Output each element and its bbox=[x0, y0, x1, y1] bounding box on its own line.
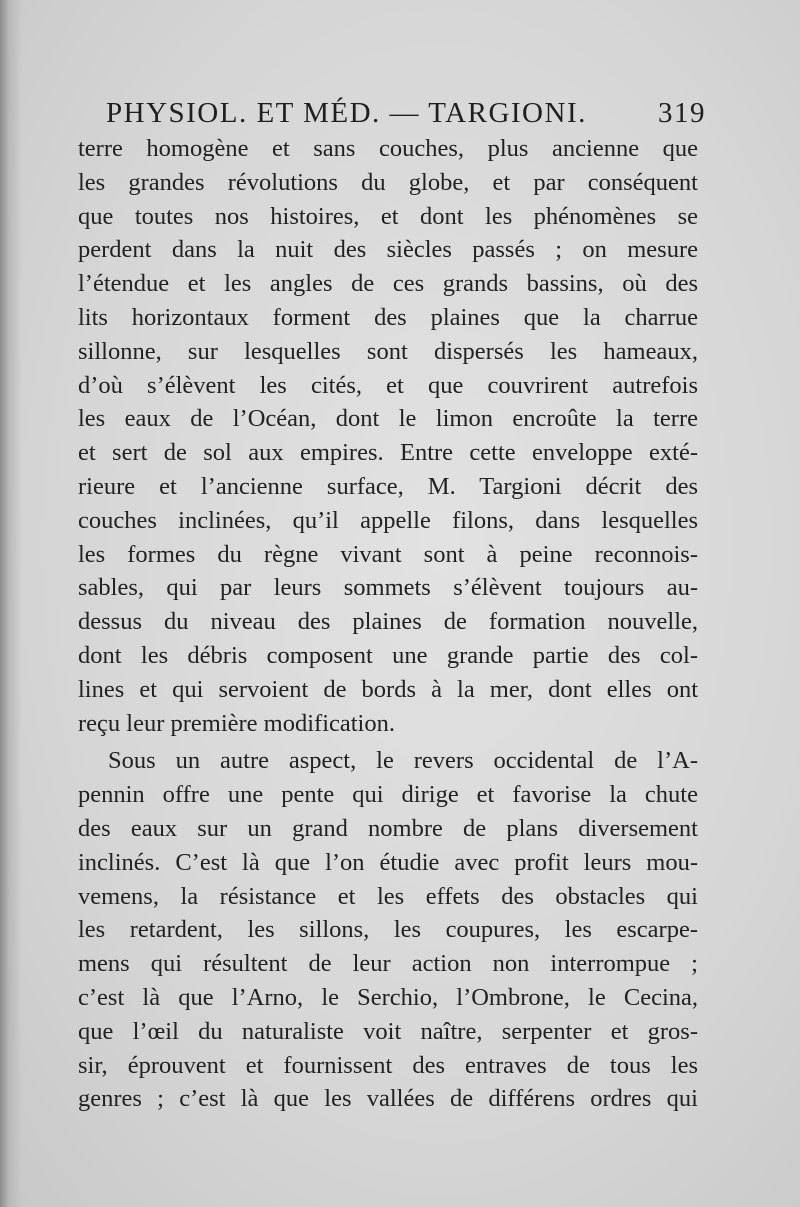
text-line: dont les débris composent une grande partie des col- bbox=[78, 641, 698, 669]
page-number: 319 bbox=[658, 97, 706, 129]
text-line: l’étendue et les angles de ces grands bassins, où des bbox=[78, 270, 698, 298]
text-line: rieure et l’ancienne surface, M. Targioni décrit des bbox=[78, 472, 698, 500]
text-line: que l’œil du naturaliste voit naître, serpenter et gros- bbox=[78, 1017, 698, 1045]
text-line: pennin offre une pente qui dirige et favorise la chute bbox=[78, 781, 698, 809]
text-line: genres ; c’est là que les vallées de différens ordres qui bbox=[78, 1085, 698, 1113]
paragraph-2 bbox=[78, 744, 698, 1116]
body-text bbox=[78, 132, 698, 1116]
text-line: sillonne, sur lesquelles sont dispersés les hameaux, bbox=[78, 337, 698, 365]
text-line: que toutes nos histoires, et dont les phénomènes se bbox=[78, 202, 698, 230]
text-line: les retardent, les sillons, les coupures, les escarpe- bbox=[78, 916, 698, 944]
text-line: couches inclinées, qu’il appelle filons, dans lesquelles bbox=[78, 506, 698, 534]
text-line: inclinés. C’est là que l’on étudie avec profit leurs mou- bbox=[78, 848, 698, 876]
running-title: PHYSIOL. ET MÉD. — TARGIONI. bbox=[106, 97, 587, 129]
text-line: les formes du règne vivant sont à peine reconnois- bbox=[78, 540, 698, 568]
text-line: sir, éprouvent et fournissent des entraves de tous les bbox=[78, 1051, 698, 1079]
text-line: lines et qui servoient de bords à la mer, dont elles ont bbox=[78, 675, 698, 703]
text-line: c’est là que l’Arno, le Serchio, l’Ombrone, le Cecina, bbox=[78, 983, 698, 1011]
text-line: perdent dans la nuit des siècles passés ; on mesure bbox=[78, 236, 698, 264]
text-line: sables, qui par leurs sommets s’élèvent toujours au- bbox=[78, 574, 698, 602]
text-line: Sous un autre aspect, le revers occidental de l’A- bbox=[108, 747, 698, 775]
text-line: dessus du niveau des plaines de formation nouvelle, bbox=[78, 608, 698, 636]
text-line: reçu leur première modification. bbox=[78, 709, 395, 737]
paragraph-1 bbox=[78, 132, 698, 740]
text-line: et sert de sol aux empires. Entre cette enveloppe exté- bbox=[78, 439, 698, 467]
text-line: des eaux sur un grand nombre de plans diversement bbox=[78, 814, 698, 842]
text-line: les grandes révolutions du globe, et par conséquent bbox=[78, 168, 698, 196]
running-header bbox=[106, 97, 706, 130]
text-line: terre homogène et sans couches, plus ancienne que bbox=[78, 135, 698, 162]
text-line: les eaux de l’Océan, dont le limon encroûte la terre bbox=[78, 405, 698, 433]
text-line: vemens, la résistance et les effets des obstacles qui bbox=[78, 882, 698, 910]
text-line: d’où s’élèvent les cités, et que couvrirent autrefois bbox=[78, 371, 698, 399]
text-line: lits horizontaux forment des plaines que la charrue bbox=[78, 303, 698, 331]
text-line: mens qui résultent de leur action non interrompue ; bbox=[78, 950, 698, 978]
